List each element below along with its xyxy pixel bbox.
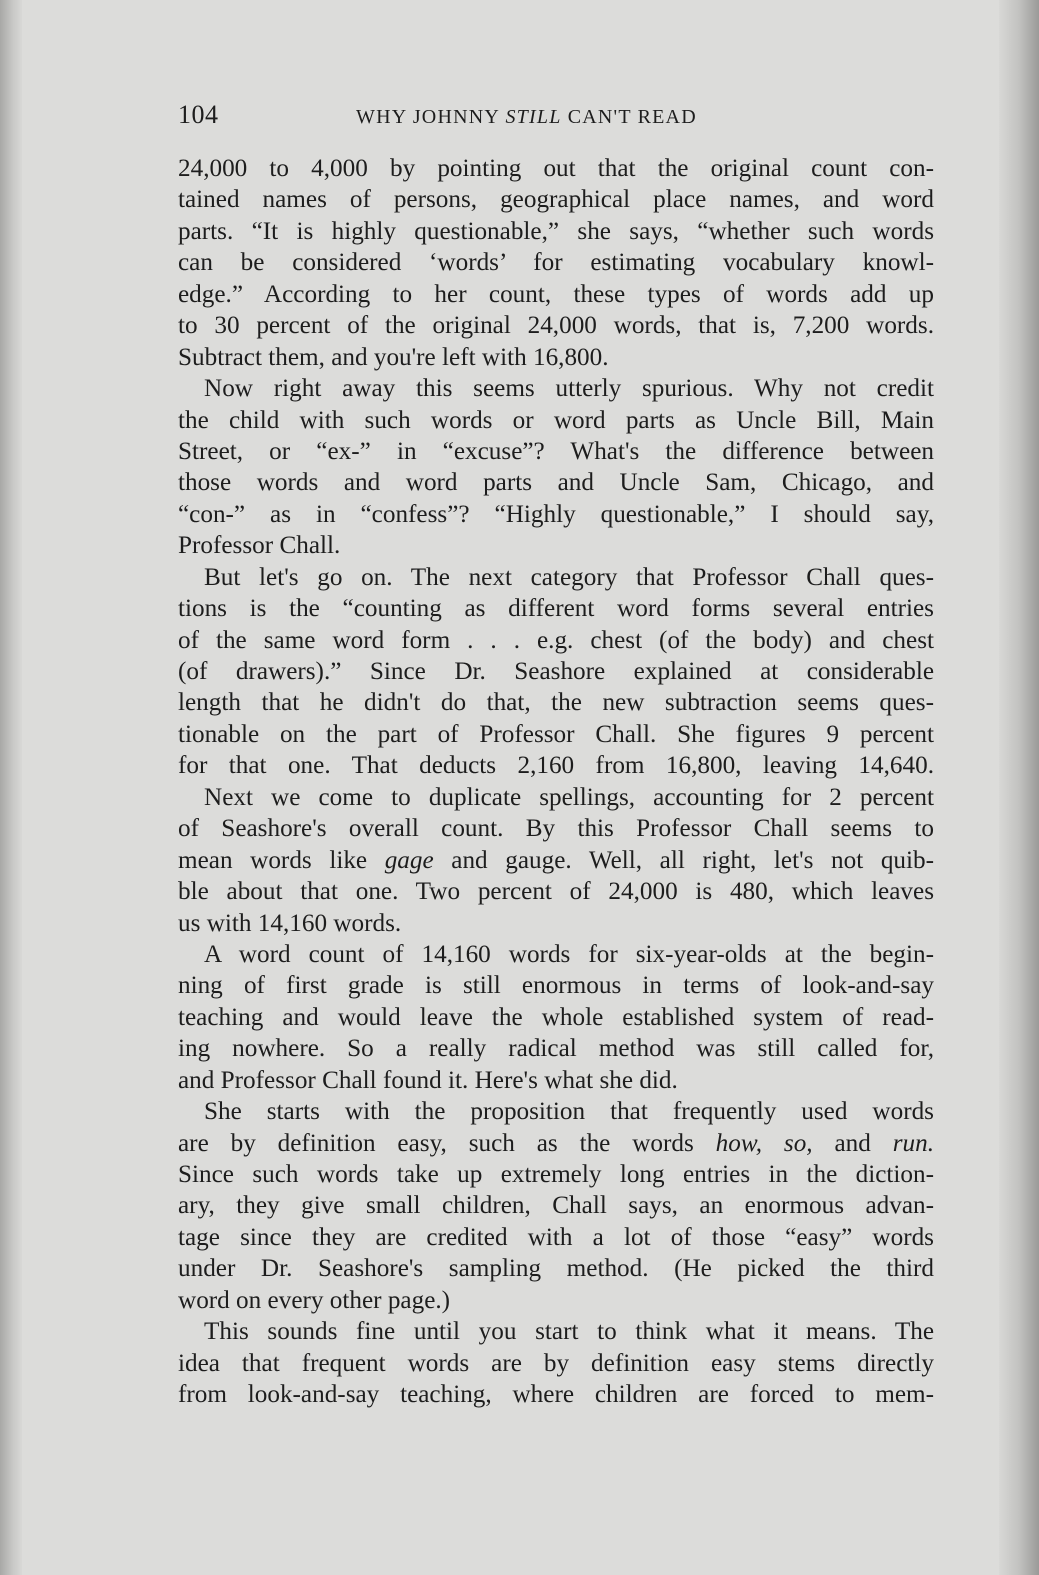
text-line: teaching and would leave the whole established system of read-: [178, 1003, 934, 1031]
text-line: 24,000 to 4,000 by pointing out that the original count con-: [178, 155, 934, 182]
text-line: A word count of 14,160 words for six-year-olds at the begin-: [204, 940, 934, 968]
text-line: Subtract them, and you're left with 16,800.: [178, 343, 609, 371]
text-line: But let's go on. The next category that Professor Chall ques-: [204, 563, 934, 591]
page-edge-shadow: [999, 0, 1039, 1575]
text-line: us with 14,160 words.: [178, 909, 402, 937]
page-header: [178, 100, 938, 140]
text-line: idea that frequent words are by definition easy stems directly: [178, 1349, 934, 1377]
text-line: ary, they give small children, Chall says, an enormous advan-: [178, 1192, 934, 1220]
text-line: those words and word parts and Uncle Sam, Chicago, and: [178, 469, 934, 497]
text-line: Since such words take up extremely long entries in the diction-: [178, 1161, 934, 1188]
page-number: 104: [178, 100, 219, 129]
text-line: edge.” According to her count, these types of words add up: [178, 280, 934, 308]
text-line: under Dr. Seashore's sampling method. (He picked the third: [178, 1255, 934, 1283]
text-line: She starts with the proposition that frequently used words: [204, 1098, 934, 1126]
text-line: Professor Chall.: [178, 532, 341, 560]
text-line: parts. “It is highly questionable,” she says, “whether such words: [178, 217, 934, 245]
text-line: ble about that one. Two percent of 24,000 is 480, which leaves: [178, 878, 934, 906]
text-line: from look-and-say teaching, where children are forced to mem-: [178, 1381, 934, 1409]
text-line: the child with such words or word parts as Uncle Bill, Main: [178, 406, 934, 434]
text-line: Street, or “ex-” in “excuse”? What's the difference between: [178, 437, 934, 465]
running-head: [356, 106, 697, 129]
text-line: and Professor Chall found it. Here's what she did.: [178, 1066, 678, 1094]
text-line: length that he didn't do that, the new subtraction seems ques-: [178, 689, 934, 717]
text-line: Now right away this seems utterly spurious. Why not credit: [204, 375, 934, 403]
text-line: tage since they are credited with a lot of those “easy” words: [178, 1223, 934, 1251]
text-line: Next we come to duplicate spellings, accounting for 2 percent: [204, 783, 934, 811]
running-head-part-1: WHY JOHNNY: [356, 106, 506, 128]
text-line: of Seashore's overall count. By this Professor Chall seems to: [178, 815, 934, 843]
text-line: “con-” as in “confess”? “Highly questionable,” I should say,: [178, 500, 934, 528]
text-line: of the same word form . . . e.g. chest (of the body) and chest: [178, 626, 934, 654]
text-line: to 30 percent of the original 24,000 words, that is, 7,200 words.: [178, 312, 934, 340]
body-text: [178, 153, 934, 1411]
running-head-part-2: CAN'T READ: [561, 106, 697, 128]
text-line: (of drawers).” Since Dr. Seashore explained at considerable: [178, 658, 934, 685]
page-gutter-shadow: [0, 0, 22, 1575]
text-line: can be considered ‘words’ for estimating vocabulary knowl-: [178, 249, 934, 277]
text-line: tions is the “counting as different word forms several entries: [178, 595, 934, 623]
text-line: ing nowhere. So a really radical method was still called for,: [178, 1035, 934, 1063]
text-line: tionable on the part of Professor Chall. She figures 9 percent: [178, 720, 934, 748]
text-line: are by definition easy, such as the words how, so, and run.: [178, 1129, 934, 1157]
text-line: This sounds fine until you start to think what it means. The: [204, 1318, 934, 1346]
text-line: word on every other page.): [178, 1286, 451, 1314]
running-head-italic: STILL: [505, 106, 562, 128]
text-line: for that one. That deducts 2,160 from 16,800, leaving 14,640.: [178, 752, 934, 780]
text-line: tained names of persons, geographical place names, and word: [178, 186, 934, 214]
text-line: ning of first grade is still enormous in terms of look-and-say: [178, 972, 934, 1000]
text-line: mean words like gage and gauge. Well, all right, let's not quib-: [178, 846, 934, 874]
